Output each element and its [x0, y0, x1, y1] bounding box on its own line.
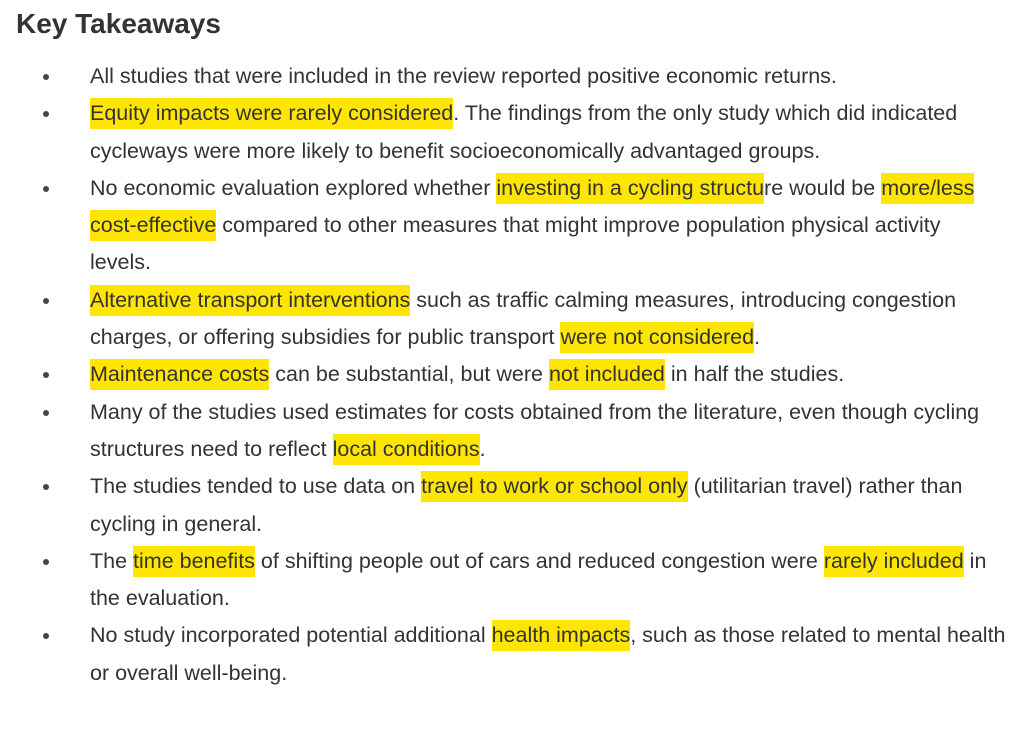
item-text: No study incorporated potential additional [90, 623, 492, 648]
item-text: can be substantial, but were [269, 362, 549, 387]
item-text: (utilitarian travel) rather than cycling in general. [90, 474, 963, 536]
list-item [0, 95, 1013, 170]
item-text: of shifting people out of cars and reduced congestion were [254, 548, 824, 573]
list-item [0, 394, 1013, 469]
item-text: All studies that were included in the review reported positive economic returns. [90, 64, 837, 88]
bullet-icon [43, 410, 49, 416]
list-item [0, 543, 1013, 618]
highlighted-text: time benefits [133, 546, 255, 577]
list-item [0, 617, 1013, 692]
highlighted-text: were not considered [560, 322, 754, 353]
item-text: re would be [764, 175, 882, 200]
item-text: in the evaluation. [90, 548, 987, 611]
highlighted-text: Alternative transport interventions [90, 285, 410, 316]
list-item [0, 170, 1013, 282]
item-text: , such as those related to mental health or overall well-being. [90, 623, 1006, 685]
highlighted-text: more/less cost-effective [90, 173, 974, 241]
highlighted-text: Equity impacts were rarely considered [90, 98, 453, 129]
item-text: The [90, 548, 134, 573]
item-text: in half the studies. [664, 362, 845, 387]
highlighted-text: travel to work or school only [421, 471, 687, 502]
list-item [0, 468, 1013, 543]
highlighted-text: not included [549, 359, 665, 390]
bullet-icon [43, 559, 49, 565]
takeaways-list [0, 58, 1013, 692]
bullet-icon [43, 484, 49, 490]
page-title: Key Takeaways [16, 8, 221, 39]
highlighted-text: Maintenance costs [90, 359, 269, 390]
highlighted-text: health impacts [492, 620, 631, 651]
item-text: The studies tended to use data on [90, 474, 422, 499]
item-text: Many of the studies used estimates for costs obtained from the literature, even though cycling structures need to reflect [90, 399, 980, 461]
list-item [0, 356, 1013, 393]
item-text: . The findings from the only study which did indicated cycleways were more likely to benefit socioeconomically advantaged groups. [90, 101, 958, 163]
highlighted-text: rarely included [824, 546, 964, 577]
bullet-icon [43, 298, 49, 304]
bullet-icon [43, 633, 49, 639]
bullet-icon [43, 74, 49, 80]
bullet-icon [43, 372, 49, 378]
highlighted-text: local conditions [333, 434, 480, 465]
list-item [0, 282, 1013, 357]
bullet-icon [43, 186, 49, 192]
bullet-icon [43, 111, 49, 117]
item-text: such as traffic calming measures, introducing congestion charges, or offering subsidies for public transport [90, 287, 957, 350]
list-item [0, 58, 1013, 95]
item-text: . [479, 436, 486, 461]
item-text: . [754, 325, 761, 350]
item-text: No economic evaluation explored whether [90, 175, 497, 200]
item-text: compared to other measures that might improve population physical activity levels. [90, 213, 941, 275]
highlighted-text: investing in a cycling structu [496, 173, 764, 204]
